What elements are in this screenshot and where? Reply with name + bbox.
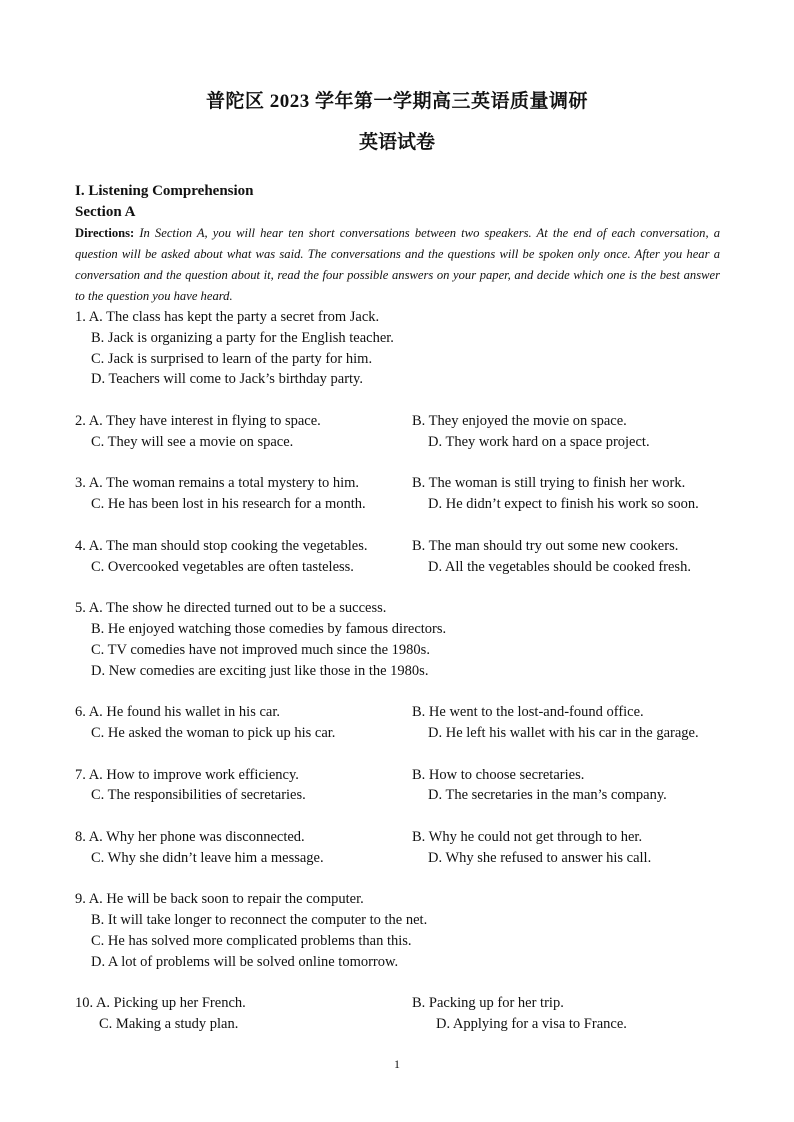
option-b: B. Why he could not get through to her.	[412, 828, 643, 845]
option-c: C. TV comedies have not improved much since the 1980s.	[91, 641, 430, 658]
option-d: D. Teachers will come to Jack’s birthday party.	[91, 371, 363, 388]
directions-label: Directions:	[75, 226, 135, 240]
question-4	[75, 536, 720, 578]
page-title: 普陀区 2023 学年第一学期高三英语质量调研	[205, 91, 588, 112]
option-a: 4. A. The man should stop cooking the vegetables.	[75, 537, 368, 554]
option-c: C. They will see a movie on space.	[91, 433, 294, 450]
option-b: B. How to choose secretaries.	[412, 766, 585, 783]
option-d: D. A lot of problems will be solved online tomorrow.	[91, 953, 399, 970]
question-1	[75, 307, 720, 390]
directions-text: In Section A, you will hear ten short conversations between two speakers. At the end of each conversation, a question will be asked about what was said. The conversations and the questions will be spoken only once. After you hear a conversation and the question about it, read the four possible answers on your paper, and decide which one is the best answer to the question you have heard.	[75, 226, 720, 303]
part-heading: I. Listening Comprehension	[75, 183, 254, 199]
option-b: B. The man should try out some new cookers.	[412, 537, 679, 554]
section-heading: Section A	[75, 204, 136, 220]
question-5	[75, 598, 720, 681]
question-2	[75, 411, 720, 453]
option-c: C. Overcooked vegetables are often tasteless.	[91, 558, 354, 575]
question-3	[75, 473, 720, 515]
question-7	[75, 765, 720, 807]
option-d: D. New comedies are exciting just like those in the 1980s.	[91, 662, 429, 679]
option-a: 8. A. Why her phone was disconnected.	[75, 828, 305, 845]
option-b: B. He enjoyed watching those comedies by famous directors.	[91, 620, 447, 637]
option-b: B. The woman is still trying to finish her work.	[412, 475, 686, 492]
option-c: C. He has solved more complicated problems than this.	[91, 932, 412, 949]
question-8	[75, 827, 720, 869]
option-c: C. Making a study plan.	[99, 1016, 239, 1033]
exam-content	[75, 181, 720, 1056]
option-c: C. He has been lost in his research for a month.	[91, 496, 366, 513]
option-b: B. They enjoyed the movie on space.	[412, 412, 627, 429]
option-a: 3. A. The woman remains a total mystery to him.	[75, 475, 360, 492]
page-subtitle: 英语试卷	[358, 132, 435, 153]
option-d: D. He didn’t expect to finish his work so soon.	[428, 496, 699, 513]
option-a: 2. A. They have interest in flying to space.	[75, 412, 321, 429]
option-b: B. Jack is organizing a party for the English teacher.	[91, 329, 394, 346]
option-a: 1. A. The class has kept the party a secret from Jack.	[75, 309, 380, 325]
option-b: B. Packing up for her trip.	[412, 995, 564, 1012]
question-9	[75, 889, 720, 972]
option-a: 7. A. How to improve work efficiency.	[75, 766, 299, 783]
page-number: 1	[394, 1057, 400, 1071]
option-b: B. He went to the lost-and-found office.	[412, 704, 644, 721]
option-b: B. It will take longer to reconnect the computer to the net.	[91, 912, 428, 929]
option-d: D. Applying for a visa to France.	[436, 1016, 627, 1033]
option-d: D. The secretaries in the man’s company.	[428, 787, 667, 804]
option-c: C. The responsibilities of secretaries.	[91, 787, 306, 804]
option-d: D. He left his wallet with his car in the garage.	[428, 724, 699, 741]
option-d: D. They work hard on a space project.	[428, 433, 650, 450]
option-a: 10. A. Picking up her French.	[75, 995, 246, 1012]
question-10	[75, 993, 720, 1035]
option-d: D. Why she refused to answer his call.	[428, 849, 652, 866]
directions	[75, 223, 720, 307]
option-c: C. Jack is surprised to learn of the party for him.	[91, 350, 373, 367]
option-a: 6. A. He found his wallet in his car.	[75, 704, 280, 721]
option-a: 5. A. The show he directed turned out to be a success.	[75, 600, 387, 617]
option-c: C. He asked the woman to pick up his car.	[91, 724, 336, 741]
question-6	[75, 702, 720, 744]
option-a: 9. A. He will be back soon to repair the computer.	[75, 891, 364, 908]
option-c: C. Why she didn’t leave him a message.	[91, 849, 324, 866]
option-d: D. All the vegetables should be cooked fresh.	[428, 558, 691, 575]
